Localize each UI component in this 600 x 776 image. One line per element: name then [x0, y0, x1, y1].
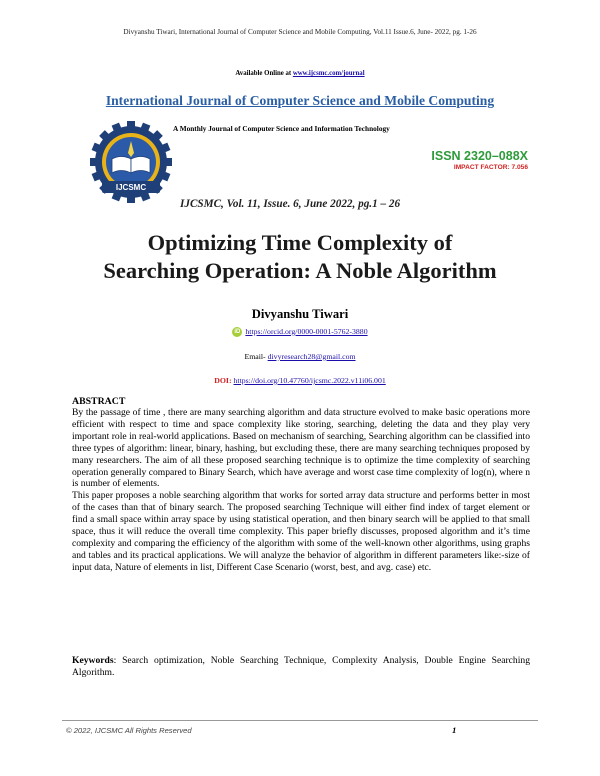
- abstract-paragraph-2: This paper proposes a noble searching algorithm that works for sorted array data structure and performs better in most of the cases than that of binary search. The proposed searching Technique will either find index of target element or find a small space within array space by using statistical operation, and then binary search will be applied to that small space, thus it will reduce the overall time complexity. This paper briefly discusses, proposed algorithm and it’s time complexity and comparing the efficiency of the algorithm with some of the well-known other algorithms, using graphs and tables and its practical applications. We will analyze the behavior of algorithm in different parameters like:-size of input data, Nature of elements in list, Different Case Scenario (worst, best, and avg. case) etc.: [72, 490, 530, 573]
- abstract-body: [72, 407, 530, 574]
- keywords: [72, 655, 530, 679]
- orcid-icon: iD: [234, 329, 241, 336]
- availability-prefix: Available Online at: [235, 70, 293, 77]
- doi-line: [0, 376, 600, 385]
- title-line-1: Optimizing Time Complexity of: [147, 230, 453, 255]
- title-line-2: Searching Operation: A Noble Algorithm: [103, 258, 497, 283]
- keywords-text: : Search optimization, Noble Searching Technique, Complexity Analysis, Double Engine Searching Algorithm.: [72, 655, 530, 678]
- author-name: Divyanshu Tiwari: [251, 307, 349, 321]
- orcid-line: [0, 327, 600, 337]
- doi-label: DOI:: [214, 376, 232, 385]
- keywords-label: Keywords: [72, 655, 114, 666]
- footer-copyright: © 2022, IJCSMC All Rights Reserved: [66, 726, 192, 735]
- journal-subtitle: A Monthly Journal of Computer Science and Information Technology: [173, 124, 390, 133]
- logo-text: IJCSMC: [115, 183, 147, 192]
- journal-logo: [88, 119, 174, 205]
- citation-line: IJCSMC, Vol. 11, Issue. 6, June 2022, pg.1 – 26: [180, 198, 401, 210]
- email-label: Email-: [244, 352, 268, 361]
- email-link[interactable]: divyresearch28@gmail.com: [267, 352, 356, 361]
- issn-number: ISSN 2320–088X: [431, 149, 528, 163]
- issn-block: [431, 149, 528, 171]
- abstract-paragraph-1: By the passage of time , there are many searching algorithm and data structure evolved to make basic operations more efficient with respect to time and space complexity like storing, searching, deleting the data and they play very important role in real-world applications. Based on mechanism of searching, Searching algorithm can be classified into three types of algorithm: linear, binary, hashing, but excluding these, there are many searching techniques proposed by many researchers. The aim of all these proposed searching technique is to optimize the time complexity of searching operation generally compared to Binary Search, which have average and worst case time complexity of log(n), where n is number of elements.: [72, 407, 530, 490]
- email-line: [0, 352, 600, 361]
- paper-title: [0, 229, 600, 285]
- doi-link[interactable]: https://doi.org/10.47760/ijcsmc.2022.v11i06.001: [233, 376, 386, 385]
- impact-factor: IMPACT FACTOR: 7.056: [453, 164, 528, 171]
- abstract-heading: ABSTRACT: [72, 396, 126, 407]
- availability-line: [0, 70, 600, 77]
- page-number: 1: [452, 725, 457, 735]
- journal-url-link[interactable]: www.ijcsmc.com/journal: [292, 70, 365, 77]
- running-head: Divyanshu Tiwari, International Journal of Computer Science and Mobile Computing, Vol.11 Issue.6, June- 2022, pg. 1-26: [123, 28, 477, 36]
- journal-name[interactable]: International Journal of Computer Science and Mobile Computing: [105, 93, 495, 108]
- orcid-link[interactable]: https://orcid.org/0000-0001-5762-3880: [245, 327, 368, 336]
- footer-divider: [62, 720, 538, 721]
